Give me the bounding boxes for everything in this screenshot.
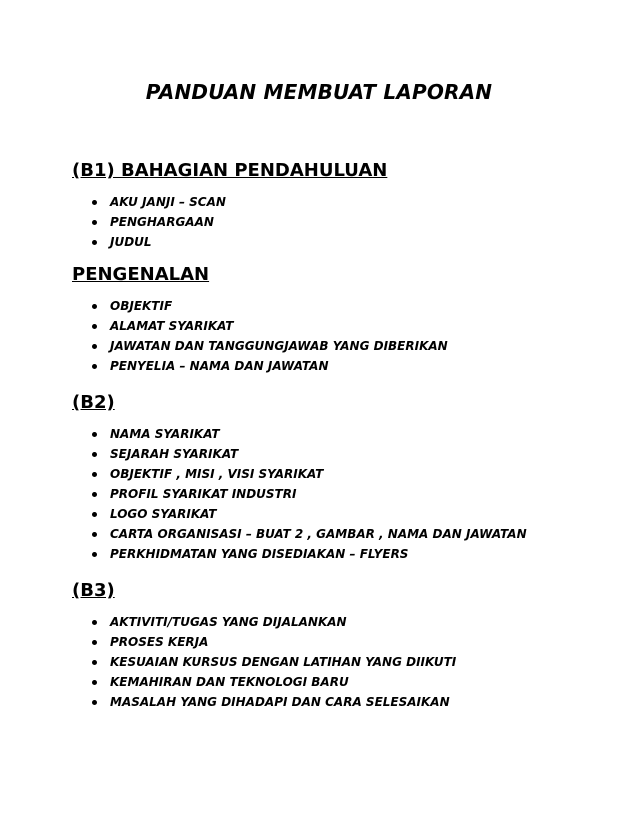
document-title: PANDUAN MEMBUAT LAPORAN <box>145 80 493 104</box>
bullet-icon <box>92 532 97 537</box>
list-item <box>72 212 612 232</box>
list-item <box>72 336 612 356</box>
list-item-text: NAMA SYARIKAT <box>110 427 220 441</box>
bullet-icon <box>92 432 97 437</box>
list-item-text: MASALAH YANG DIHADAPI DAN CARA SELESAIKAN <box>110 695 450 709</box>
bullet-list <box>72 192 612 252</box>
list-item <box>72 464 612 484</box>
list-item <box>72 316 612 336</box>
bullet-icon <box>92 240 97 245</box>
bullet-icon <box>92 200 97 205</box>
bullet-icon <box>92 660 97 665</box>
section-b1 <box>72 160 612 252</box>
bullet-icon <box>92 640 97 645</box>
section-pengenalan <box>72 264 612 376</box>
section-heading: (B3) <box>72 580 115 601</box>
bullet-icon <box>92 512 97 517</box>
list-item-text: JAWATAN DAN TANGGUNGJAWAB YANG DIBERIKAN <box>110 339 448 353</box>
list-item <box>72 632 612 652</box>
bullet-icon <box>92 220 97 225</box>
list-item <box>72 672 612 692</box>
list-item-text: KESUAIAN KURSUS DENGAN LATIHAN YANG DIIKUTI <box>110 655 457 669</box>
section-heading: (B2) <box>72 392 115 413</box>
list-item-text: AKTIVITI/TUGAS YANG DIJALANKAN <box>110 615 347 629</box>
list-item-text: ALAMAT SYARIKAT <box>110 319 234 333</box>
section-heading: PENGENALAN <box>72 264 210 285</box>
list-item <box>72 504 612 524</box>
list-item-text: AKU JANJI – SCAN <box>110 195 226 209</box>
list-item <box>72 232 612 252</box>
bullet-list <box>72 296 612 376</box>
list-item <box>72 444 612 464</box>
list-item <box>72 484 612 504</box>
bullet-icon <box>92 472 97 477</box>
bullet-icon <box>92 304 97 309</box>
bullet-icon <box>92 364 97 369</box>
bullet-icon <box>92 700 97 705</box>
bullet-icon <box>92 344 97 349</box>
list-item-text: PERKHIDMATAN YANG DISEDIAKAN – FLYERS <box>110 547 409 561</box>
list-item-text: KEMAHIRAN DAN TEKNOLOGI BARU <box>110 675 349 689</box>
list-item <box>72 356 612 376</box>
list-item-text: CARTA ORGANISASI – BUAT 2 , GAMBAR , NAMA DAN JAWATAN <box>110 527 527 541</box>
list-item <box>72 612 612 632</box>
list-item <box>72 652 612 672</box>
list-item <box>72 544 612 564</box>
list-item-text: PENGHARGAAN <box>110 215 214 229</box>
list-item-text: JUDUL <box>110 235 152 249</box>
list-item <box>72 692 612 712</box>
list-item <box>72 524 612 544</box>
section-b2 <box>72 392 612 564</box>
list-item-text: SEJARAH SYARIKAT <box>110 447 239 461</box>
section-heading: (B1) BAHAGIAN PENDAHULUAN <box>72 160 388 181</box>
list-item-text: OBJEKTIF <box>110 299 173 313</box>
bullet-icon <box>92 680 97 685</box>
list-item <box>72 192 612 212</box>
section-b3 <box>72 580 612 712</box>
bullet-icon <box>92 452 97 457</box>
list-item <box>72 296 612 316</box>
bullet-list <box>72 424 612 564</box>
bullet-list <box>72 612 612 712</box>
bullet-icon <box>92 324 97 329</box>
list-item <box>72 424 612 444</box>
bullet-icon <box>92 552 97 557</box>
list-item-text: LOGO SYARIKAT <box>110 507 217 521</box>
bullet-icon <box>92 492 97 497</box>
list-item-text: OBJEKTIF , MISI , VISI SYARIKAT <box>110 467 324 481</box>
list-item-text: PENYELIA – NAMA DAN JAWATAN <box>110 359 329 373</box>
list-item-text: PROFIL SYARIKAT INDUSTRI <box>110 487 297 501</box>
list-item-text: PROSES KERJA <box>110 635 209 649</box>
bullet-icon <box>92 620 97 625</box>
